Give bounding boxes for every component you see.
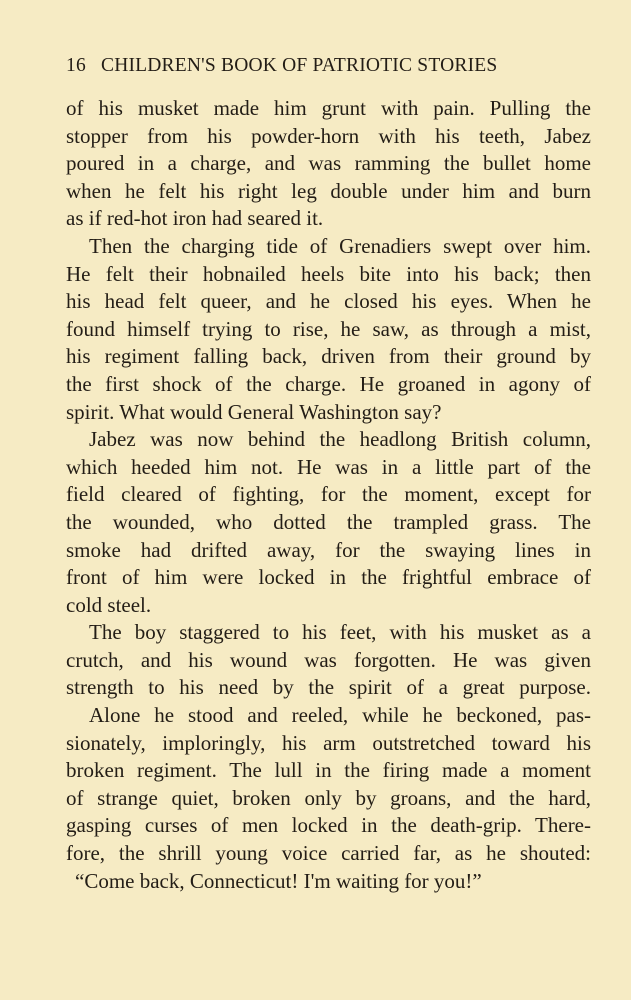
text-line: fore, the shrill young voice carried far, as he shouted: bbox=[66, 841, 591, 866]
text-line: of his musket made him grunt with pain. Pulling the bbox=[66, 96, 591, 120]
running-head bbox=[66, 52, 556, 80]
text-line: sionately, imploringly, his arm outstretched toward his bbox=[66, 730, 591, 755]
text-line: stopper from his powder-horn with his teeth, Jabez bbox=[66, 123, 591, 148]
text-line: when he felt his right leg double under him and burn bbox=[66, 178, 591, 203]
text-line: crutch, and his wound was forgotten. He was given bbox=[66, 647, 591, 672]
text-line: spirit. What would General Washington say? bbox=[66, 399, 442, 424]
text-line: Then the charging tide of Grenadiers swept over him. bbox=[89, 233, 591, 258]
text-line: the first shock of the charge. He groaned in agony of bbox=[66, 371, 591, 396]
text-line: He felt their hobnailed heels bite into his back; then bbox=[66, 261, 591, 286]
running-title: CHILDREN'S BOOK OF PATRIOTIC STORIES bbox=[100, 55, 498, 76]
text-line: “Come back, Connecticut! I'm waiting for you!” bbox=[75, 868, 482, 893]
text-line: broken regiment. The lull in the firing made a moment bbox=[66, 758, 591, 783]
text-line: his head felt queer, and he closed his eyes. When he bbox=[66, 289, 591, 314]
text-line: smoke had drifted away, for the swaying lines in bbox=[66, 537, 591, 562]
text-line: cold steel. bbox=[66, 592, 152, 617]
page-number: 16 bbox=[66, 55, 86, 76]
text-line: which heeded him not. He was in a little part of the bbox=[66, 454, 591, 479]
text-line: field cleared of fighting, for the moment, except for bbox=[66, 482, 591, 507]
text-line: found himself trying to rise, he saw, as through a mist, bbox=[66, 316, 591, 341]
text-line: The boy staggered to his feet, with his musket as a bbox=[89, 620, 591, 645]
text-line: of strange quiet, broken only by groans, and the hard, bbox=[66, 785, 591, 810]
text-line: Jabez was now behind the headlong British column, bbox=[89, 427, 591, 452]
text-line: as if red-hot iron had seared it. bbox=[66, 206, 324, 231]
text-line: strength to his need by the spirit of a great purpose. bbox=[66, 675, 591, 700]
text-line: gasping curses of men locked in the death-grip. There- bbox=[66, 813, 591, 838]
text-line: front of him were locked in the frightful embrace of bbox=[66, 565, 591, 590]
text-line: the wounded, who dotted the trampled grass. The bbox=[66, 509, 591, 534]
text-line: Alone he stood and reeled, while he beckoned, pas- bbox=[89, 703, 591, 728]
body-text bbox=[66, 95, 591, 895]
text-line: poured in a charge, and was ramming the bullet home bbox=[66, 151, 591, 176]
text-line: his regiment falling back, driven from their ground by bbox=[66, 344, 591, 369]
